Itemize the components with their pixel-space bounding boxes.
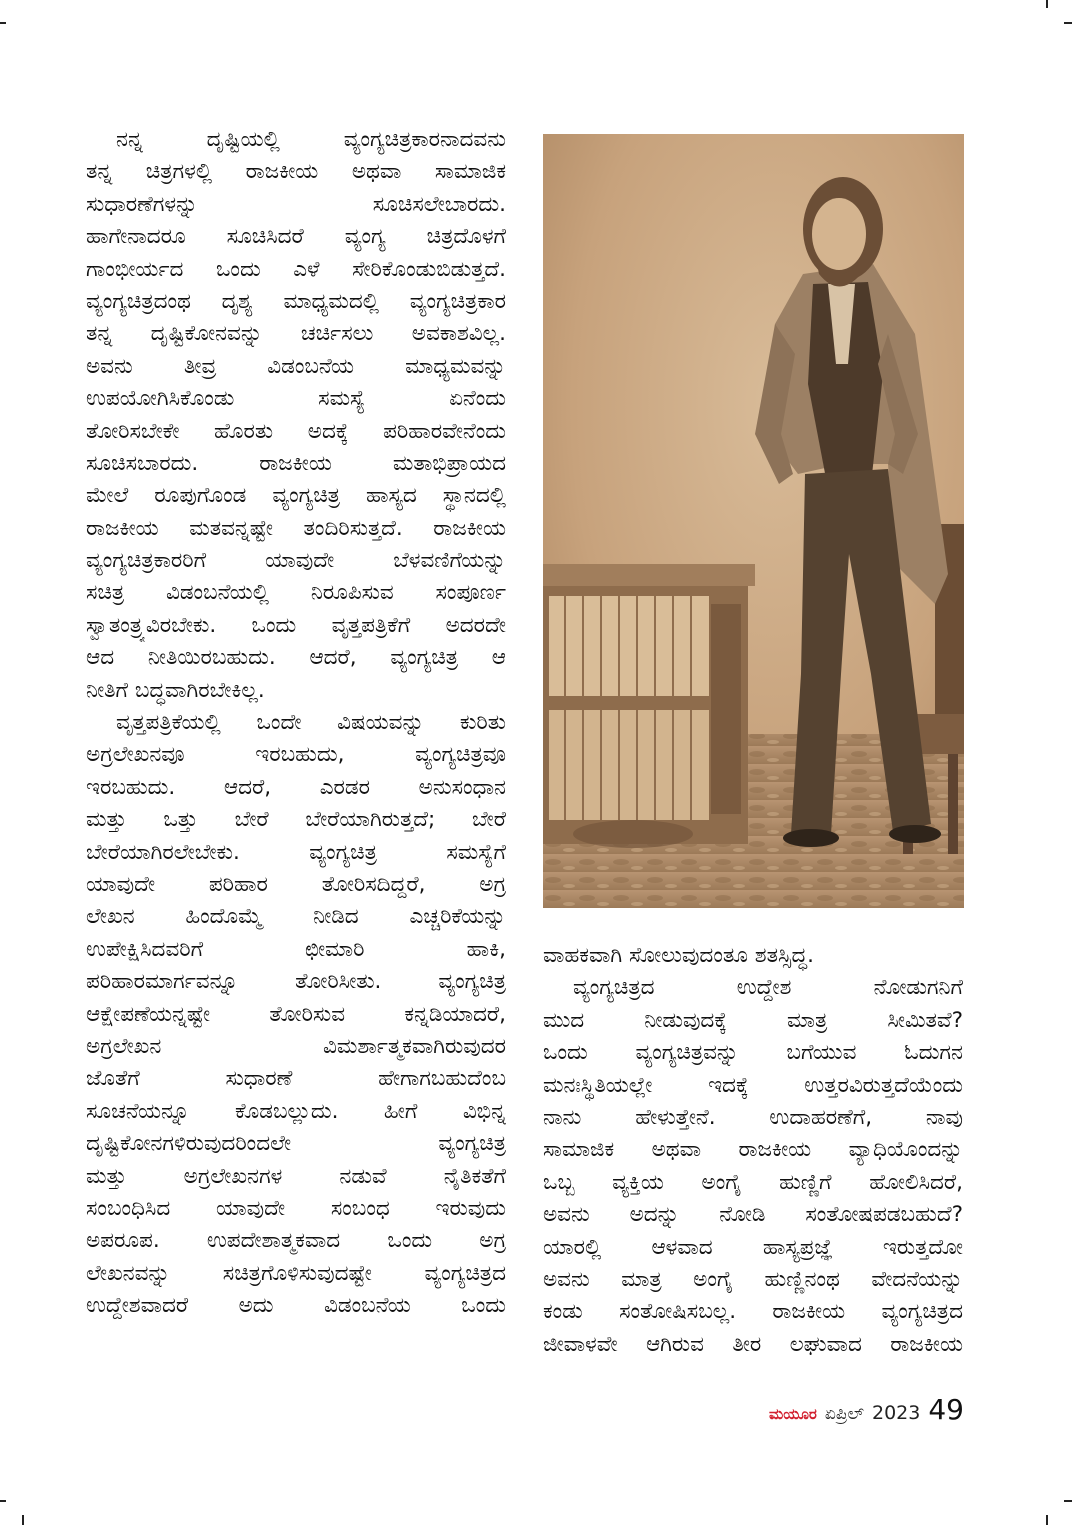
magazine-logo: ಮಯೂರ bbox=[769, 1405, 817, 1423]
text-line: ಸಾಮಾಜಿಕ ಅಥವಾ ರಾಜಕೀಯ ವ್ಯಾಧಿಯೊಂದನ್ನು bbox=[543, 1137, 963, 1163]
text-line: ಅವನು ಮಾತ್ರ ಅಂಗೈ ಹುಣ್ಣಿನಂಥ ವೇದನೆಯನ್ನು bbox=[543, 1266, 963, 1292]
sepia-portrait-photo bbox=[543, 134, 964, 908]
text-line: ಆದ ನೀತಿಯಿರಬಹುದು. ಆದರೆ, ವ್ಯಂಗ್ಯಚಿತ್ರ ಆ bbox=[86, 645, 506, 671]
text-line: ಸಚಿತ್ರ ವಿಡಂಬನೆಯಲ್ಲಿ ನಿರೂಪಿಸುವ ಸಂಪೂರ್ಣ bbox=[86, 580, 506, 606]
text-line: ಪರಿಹಾರಮಾರ್ಗವನ್ನೂ ತೋರಿಸೀತು. ವ್ಯಂಗ್ಯಚಿತ್ರ bbox=[86, 969, 506, 995]
text-line: ಅವನು ಅದನ್ನು ನೋಡಿ ಸಂತೋಷಪಡಬಹುದೆ? bbox=[543, 1202, 963, 1228]
page-footer bbox=[740, 1393, 964, 1429]
text-line: ಮತ್ತು ಅಗ್ರಲೇಖನಗಳ ನಡುವೆ ನೈತಿಕತೆಗೆ bbox=[86, 1163, 506, 1189]
text-line: ಸಂಬಂಧಿಸಿದ ಯಾವುದೇ ಸಂಬಂಧ ಇರುವುದು bbox=[86, 1195, 506, 1221]
text-line: ನನ್ನ ದೃಷ್ಟಿಯಲ್ಲಿ ವ್ಯಂಗ್ಯಚಿತ್ರಕಾರನಾದವನು bbox=[116, 127, 506, 152]
text-line: ಒಂದು ವ್ಯಂಗ್ಯಚಿತ್ರವನ್ನು ಬಗೆಯುವ ಓದುಗನ bbox=[543, 1040, 963, 1066]
text-line: ಹಾಗೇನಾದರೂ ಸೂಚಿಸಿದರೆ ವ್ಯಂಗ್ಯ ಚಿತ್ರದೊಳಗೆ bbox=[86, 224, 506, 250]
text-line: ಅಗ್ರಲೇಖನ ವಿಮರ್ಶಾತ್ಮಕವಾಗಿರುವುದರ bbox=[86, 1033, 506, 1059]
text-line: ಮತ್ತು ಒತ್ತು ಬೇರೆ ಬೇರೆಯಾಗಿರುತ್ತದೆ; ಬೇರೆ bbox=[86, 807, 506, 833]
text-line: ಜೊತೆಗೆ ಸುಧಾರಣೆ ಹೇಗಾಗಬಹುದೆಂಬ bbox=[86, 1066, 506, 1092]
text-line: ಲೇಖನ ಹಿಂದೊಮ್ಮೆ ನೀಡಿದ ಎಚ್ಚರಿಕೆಯನ್ನು bbox=[86, 904, 506, 930]
text-line: ಅಗ್ರಲೇಖನವೂ ಇರಬಹುದು, ವ್ಯಂಗ್ಯಚಿತ್ರವೂ bbox=[86, 742, 506, 768]
crop-mark-bottom-left bbox=[0, 1500, 6, 1502]
text-line: ವೃತ್ತಪತ್ರಿಕೆಯಲ್ಲಿ ಒಂದೇ ವಿಷಯವನ್ನು ಕುರಿತು bbox=[116, 710, 506, 736]
text-line: ಸ್ವಾತಂತ್ರ್ಯವಿರಬೇಕು. ಒಂದು ವೃತ್ತಪತ್ರಿಕೆಗೆ ಅದರದೇ bbox=[86, 612, 506, 638]
text-line: ವ್ಯಂಗ್ಯಚಿತ್ರದ ಉದ್ದೇಶ ನೋಡುಗನಿಗೆ bbox=[573, 975, 963, 1001]
text-line: ಯಾರಲ್ಲಿ ಆಳವಾದ ಹಾಸ್ಯಪ್ರಜ್ಞೆ ಇರುತ್ತದೋ bbox=[543, 1234, 963, 1260]
text-line: ಉಪೇಕ್ಷಿಸಿದವರಿಗೆ ಛೀಮಾರಿ ಹಾಕಿ, bbox=[86, 936, 506, 962]
crop-mark-right-upper bbox=[1064, 22, 1072, 24]
text-line: ಸುಧಾರಣೆಗಳನ್ನು ಸೂಚಿಸಲೇಬಾರದು. bbox=[86, 191, 506, 217]
text-line: ಆಕ್ಷೇಪಣೆಯನ್ನಷ್ಟೇ ತೋರಿಸುವ ಕನ್ನಡಿಯಾದರೆ, bbox=[86, 1001, 506, 1027]
crop-mark-top-right bbox=[1046, 0, 1048, 8]
text-line: ಕಂಡು ಸಂತೋಷಿಸಬಲ್ಲ. ರಾಜಕೀಯ ವ್ಯಂಗ್ಯಚಿತ್ರದ bbox=[543, 1299, 963, 1325]
page-number: 49 bbox=[928, 1393, 964, 1426]
text-line: ಇರಬಹುದು. ಆದರೆ, ಎರಡರ ಅನುಸಂಧಾನ bbox=[86, 774, 506, 800]
text-line: ತನ್ನ ದೃಷ್ಟಿಕೋನವನ್ನು ಚರ್ಚಿಸಲು ಅವಕಾಶವಿಲ್ಲ. bbox=[86, 321, 506, 347]
text-line: ಉಪಯೋಗಿಸಿಕೊಂಡು ಸಮಸ್ಯೆ ಏನೆಂದು bbox=[86, 386, 506, 412]
text-line: ಗಾಂಭೀರ್ಯದ ಒಂದು ಎಳೆ ಸೇರಿಕೊಂಡುಬಿಡುತ್ತದೆ. bbox=[86, 256, 506, 282]
text-line: ಅವನು ತೀವ್ರ ವಿಡಂಬನೆಯ ಮಾಧ್ಯಮವನ್ನು bbox=[86, 353, 506, 379]
text-line: ಅಪರೂಪ. ಉಪದೇಶಾತ್ಮಕವಾದ ಒಂದು ಅಗ್ರ bbox=[86, 1228, 506, 1254]
crop-mark-bottom-right bbox=[1064, 1500, 1072, 1502]
text-line: ಸೂಚಿಸಬಾರದು. ರಾಜಕೀಯ ಮತಾಭಿಪ್ರಾಯದ bbox=[86, 450, 506, 476]
crop-mark-bottom-left-vert bbox=[22, 1515, 24, 1525]
crop-mark-bottom-right-vert bbox=[1046, 1515, 1048, 1525]
text-line: ದೃಷ್ಟಿಕೋನಗಳಿರುವುದರಿಂದಲೇ ವ್ಯಂಗ್ಯಚಿತ್ರ bbox=[86, 1131, 506, 1157]
text-line: ಮುದ ನೀಡುವುದಕ್ಕೆ ಮಾತ್ರ ಸೀಮಿತವೆ? bbox=[543, 1007, 963, 1033]
text-line: ಲೇಖನವನ್ನು ಸಚಿತ್ರಗೊಳಿಸುವುದಷ್ಟೇ ವ್ಯಂಗ್ಯಚಿತ್ರದ bbox=[86, 1260, 506, 1286]
text-line: ಜೀವಾಳವೇ ಆಗಿರುವ ತೀರ ಲಘುವಾದ ರಾಜಕೀಯ bbox=[543, 1331, 963, 1357]
text-line: ವ್ಯಂಗ್ಯಚಿತ್ರದಂಥ ದೃಶ್ಯ ಮಾಧ್ಯಮದಲ್ಲಿ ವ್ಯಂಗ್ಯಚಿತ್ರಕಾರ bbox=[86, 288, 506, 314]
crop-mark-top-left bbox=[0, 22, 6, 24]
text-line: ತೋರಿಸಬೇಕೇ ಹೊರತು ಅದಕ್ಕೆ ಪರಿಹಾರವೇನೆಂದು bbox=[86, 418, 506, 444]
text-line: ವಾಹಕವಾಗಿ ಸೋಲುವುದಂತೂ ಶತಸ್ಸಿದ್ಧ. bbox=[543, 943, 814, 968]
text-line: ಮೇಲೆ ರೂಪುಗೊಂಡ ವ್ಯಂಗ್ಯಚಿತ್ರ ಹಾಸ್ಯದ ಸ್ಥಾನದಲ್ಲಿ bbox=[86, 483, 506, 509]
issue-year: 2023 bbox=[872, 1402, 921, 1424]
text-line: ಒಬ್ಬ ವ್ಯಕ್ತಿಯ ಅಂಗೈ ಹುಣ್ಣಿಗೆ ಹೋಲಿಸಿದರೆ, bbox=[543, 1169, 963, 1195]
text-line: ಮನಃಸ್ಥಿತಿಯಲ್ಲೇ ಇದಕ್ಕೆ ಉತ್ತರವಿರುತ್ತದೆಯೆಂದು bbox=[543, 1072, 963, 1098]
text-line: ಉದ್ದೇಶವಾದರೆ ಅದು ವಿಡಂಬನೆಯ ಒಂದು bbox=[86, 1293, 506, 1319]
text-line: ನಾನು ಹೇಳುತ್ತೇನೆ. ಉದಾಹರಣೆಗೆ, ನಾವು bbox=[543, 1104, 963, 1130]
issue-month: ಏಪ್ರಿಲ್ bbox=[824, 1404, 864, 1424]
article-column-right bbox=[543, 940, 963, 1361]
text-line: ವ್ಯಂಗ್ಯಚಿತ್ರಕಾರರಿಗೆ ಯಾವುದೇ ಬೆಳವಣಿಗೆಯನ್ನು bbox=[86, 548, 506, 574]
text-line: ರಾಜಕೀಯ ಮತವನ್ನಷ್ಟೇ ತಂದಿರಿಸುತ್ತದೆ. ರಾಜಕೀಯ bbox=[86, 515, 506, 541]
article-column-left bbox=[86, 124, 506, 1322]
text-line: ಯಾವುದೇ ಪರಿಹಾರ ತೋರಿಸದಿದ್ದರೆ, ಅಗ್ರ bbox=[86, 871, 506, 897]
text-line: ಬೇರೆಯಾಗಿರಲೇಬೇಕು. ವ್ಯಂಗ್ಯಚಿತ್ರ ಸಮಸ್ಯೆಗೆ bbox=[86, 839, 506, 865]
text-line: ಸೂಚನೆಯನ್ನೂ ಕೊಡಬಲ್ಲುದು. ಹೀಗೆ ವಿಭಿನ್ನ bbox=[86, 1098, 506, 1124]
text-line: ತನ್ನ ಚಿತ್ರಗಳಲ್ಲಿ ರಾಜಕೀಯ ಅಥವಾ ಸಾಮಾಜಿಕ bbox=[86, 159, 506, 185]
text-line: ನೀತಿಗೆ ಬದ್ಧವಾಗಿರಬೇಕಿಲ್ಲ. bbox=[86, 677, 265, 703]
